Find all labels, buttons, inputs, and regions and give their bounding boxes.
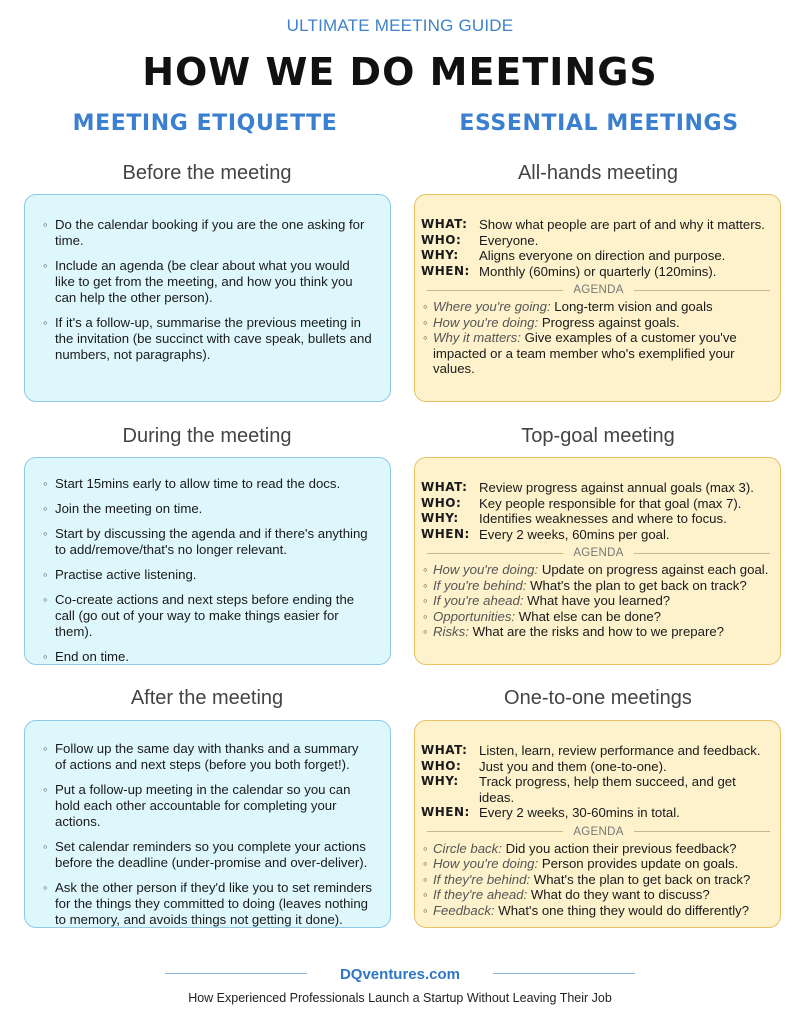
why-key: WHY: (421, 511, 459, 525)
why-value: Aligns everyone on direction and purpose. (479, 248, 726, 263)
list-item: ◦ Ask the other person if they'd like you to set reminders for the things they committed to doing (leaves nothing to memory, and avoids things not getting it done). (43, 880, 372, 927)
when-key: WHEN: (421, 805, 470, 819)
agenda-divider: AGENDA (427, 547, 770, 559)
when-key: WHEN: (421, 526, 470, 541)
list-item: ◦ If they're behind: What's the plan to get back on track? (423, 871, 751, 887)
who-key: WHO: (421, 495, 462, 510)
list-item: ◦ Set calendar reminders so you complete your actions before the deadline (under-promise and over-deliver). (43, 839, 368, 870)
essential-meetings-heading: ESSENTIAL MEETINGS (459, 111, 739, 136)
list-item: ◦ Practise active listening. (43, 567, 197, 582)
allhands-agenda (415, 299, 780, 377)
after-meeting-box (24, 720, 391, 928)
list-item: ◦ Where you're going: Long-term vision and goals (423, 299, 713, 314)
list-item: ◦ How you're doing: Person provides update on goals. (423, 856, 739, 871)
onetoone-info (415, 721, 780, 821)
list-item: ◦ Put a follow-up meeting in the calendar so you can hold each other accountable for completing your actions. (43, 782, 351, 829)
onetoone-title: One-to-one meetings (504, 687, 692, 709)
topgoal-box (414, 457, 781, 665)
list-item: ◦ Follow up the same day with thanks and a summary of actions and next steps (before you both forget!). (43, 741, 359, 772)
when-value: Every 2 weeks, 60mins per goal. (479, 526, 670, 542)
who-value: Just you and them (one-to-one). (479, 758, 667, 774)
agenda-divider: AGENDA (427, 826, 770, 838)
what-key: WHAT: (421, 743, 468, 757)
who-key: WHO: (421, 758, 462, 773)
topgoal-title: Top-goal meeting (521, 425, 675, 447)
before-meeting-box (24, 194, 391, 402)
list-item: ◦ Co-create actions and next steps before ending the call (go out of your way to make things easier for them). (43, 592, 355, 639)
list-item: ◦ Opportunities: What else can be done? (423, 608, 662, 624)
who-value: Key people responsible for that goal (max 7). (479, 495, 742, 511)
why-key: WHY: (421, 248, 459, 262)
footer-site-link[interactable]: DQventures.com (339, 966, 461, 983)
list-item: ◦ Join the meeting on time. (43, 501, 203, 516)
list-item: ◦ How you're doing: Progress against goals. (423, 314, 680, 330)
during-meeting-title: During the meeting (122, 425, 292, 447)
list-item: ◦ How you're doing: Update on progress against each goal. (423, 562, 769, 577)
allhands-title: All-hands meeting (517, 162, 679, 184)
when-key: WHEN: (421, 263, 470, 278)
allhands-box (414, 194, 781, 402)
during-meeting-list (25, 458, 390, 665)
list-item: ◦ If you're ahead: What have you learned? (423, 593, 671, 608)
after-meeting-title: After the meeting (130, 687, 284, 709)
when-value: Monthly (60mins) or quarterly (120mins). (479, 263, 717, 279)
what-key: WHAT: (421, 217, 468, 231)
footer-tagline: How Experienced Professionals Launch a Startup Without Leaving Their Job (188, 991, 612, 1005)
topgoal-agenda (415, 562, 780, 640)
list-item: ◦ Do the calendar booking if you are the one asking for time. (43, 217, 365, 248)
list-item: ◦ Start by discussing the agenda and if there's anything to add/remove/that's no longer relevant. (43, 526, 368, 557)
who-key: WHO: (421, 232, 462, 247)
list-item: ◦ If you're behind: What's the plan to get back on track? (423, 577, 747, 593)
page-title: HOW WE DO MEETINGS (142, 50, 658, 94)
supertitle: ULTIMATE MEETING GUIDE (286, 16, 514, 35)
before-meeting-list (25, 195, 390, 363)
after-meeting-list (25, 721, 390, 928)
what-value: Review progress against annual goals (max 3). (479, 480, 754, 495)
list-item: ◦ If they're ahead: What do they want to discuss? (423, 887, 710, 902)
list-item: ◦ Circle back: Did you action their previous feedback? (423, 840, 737, 856)
onetoone-agenda (415, 841, 780, 919)
why-value: Track progress, help them succeed, and get ideas. (479, 774, 736, 805)
list-item: ◦ Start 15mins early to allow time to read the docs. (43, 476, 341, 491)
list-item: ◦ Include an agenda (be clear about what you would like to get from the meeting, and how you think you can help the other person). (43, 258, 353, 305)
when-value: Every 2 weeks, 30-60mins in total. (479, 805, 680, 820)
list-item: ◦ Why it matters: Give examples of a customer you've impacted or a team member who's exemplified your values. (423, 330, 737, 376)
what-value: Listen, learn, review performance and feedback. (479, 743, 761, 758)
why-key: WHY: (421, 774, 459, 788)
topgoal-info (415, 458, 780, 542)
what-key: WHAT: (421, 480, 468, 494)
list-item: ◦ Feedback: What's one thing they would do differently? (423, 902, 750, 918)
onetoone-box (414, 720, 781, 928)
before-meeting-title: Before the meeting (122, 162, 292, 184)
etiquette-heading: MEETING ETIQUETTE (72, 111, 338, 136)
why-value: Identifies weaknesses and where to focus. (479, 511, 727, 526)
who-value: Everyone. (479, 232, 539, 248)
during-meeting-box (24, 457, 391, 665)
allhands-info (415, 195, 780, 279)
agenda-divider: AGENDA (427, 284, 770, 296)
what-value: Show what people are part of and why it matters. (479, 217, 765, 232)
list-item: ◦ Risks: What are the risks and how to we prepare? (423, 624, 725, 639)
list-item: ◦ End on time. (43, 649, 130, 664)
list-item: ◦ If it's a follow-up, summarise the previous meeting in the invitation (be succinct with cave speak, bullets and numbers, not paragraphs). (43, 315, 372, 362)
